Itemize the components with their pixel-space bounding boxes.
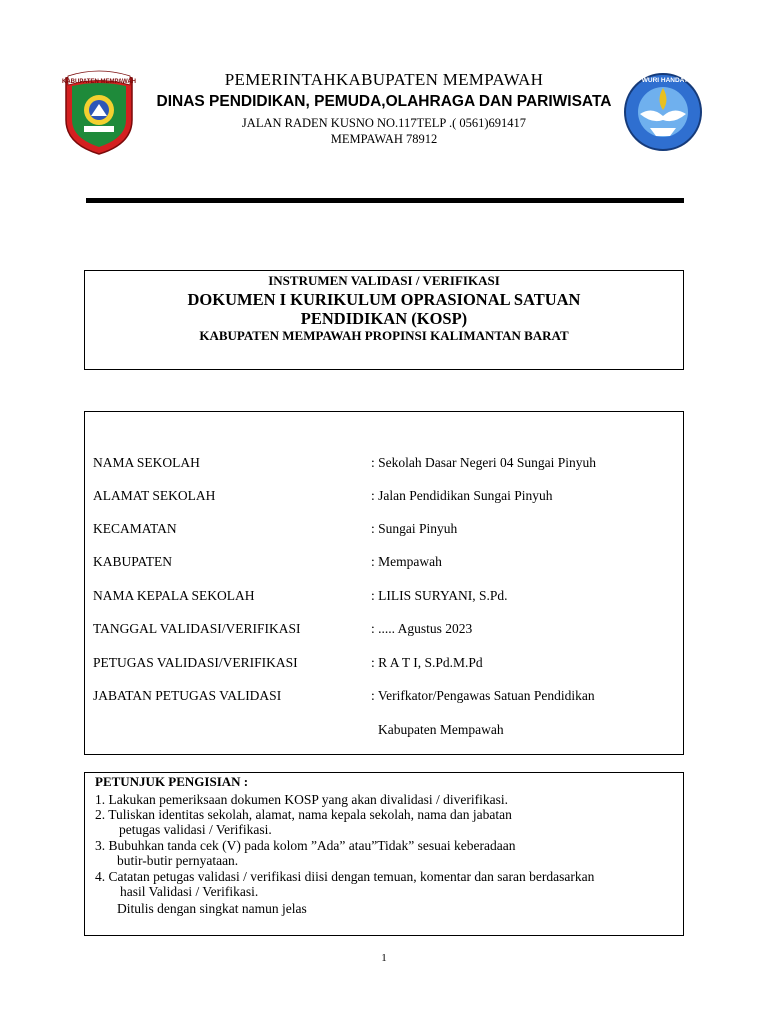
letterhead-divider bbox=[86, 198, 684, 203]
title-document-line2: PENDIDIKAN (KOSP) bbox=[300, 309, 468, 328]
letterhead-government-name: PEMERINTAHKABUPATEN MEMPAWAH bbox=[224, 70, 544, 89]
identity-label: KABUPATEN bbox=[93, 554, 173, 569]
identity-label: PETUGAS VALIDASI/VERIFIKASI bbox=[93, 655, 298, 670]
identity-label: KECAMATAN bbox=[93, 521, 177, 536]
filling-instructions-box bbox=[84, 772, 684, 936]
letterhead-agency-name: DINAS PENDIDIKAN, PEMUDA,OLAHRAGA DAN PARIWISATA bbox=[156, 93, 612, 110]
identity-value: : R A T I, S.Pd.M.Pd bbox=[371, 655, 483, 670]
identity-value: : Sekolah Dasar Negeri 04 Sungai Pinyuh bbox=[371, 455, 596, 470]
identity-label: NAMA KEPALA SEKOLAH bbox=[93, 588, 255, 603]
identity-value: : ..... Agustus 2023 bbox=[371, 621, 473, 636]
identity-label: NAMA SEKOLAH bbox=[93, 455, 200, 470]
identity-value: : LILIS SURYANI, S.Pd. bbox=[371, 588, 508, 603]
identity-value: : Sungai Pinyuh bbox=[371, 521, 458, 536]
instruction-line: 3. Bubuhkan tanda cek (V) pada kolom ”Ada” atau”Tidak” sesuai keberadaan bbox=[95, 838, 516, 853]
instruction-line: 2. Tuliskan identitas sekolah, alamat, nama kepala sekolah, nama dan jabatan bbox=[95, 807, 512, 822]
page-number: 1 bbox=[381, 952, 387, 964]
identity-value-continuation: Kabupaten Mempawah bbox=[378, 722, 504, 737]
identity-label: ALAMAT SEKOLAH bbox=[93, 488, 216, 503]
document-title-box bbox=[84, 270, 684, 370]
instructions-title: PETUNJUK PENGISIAN : bbox=[95, 774, 249, 789]
instruction-line: 4. Catatan petugas validasi / verifikasi diisi dengan temuan, komentar dan saran berdasarkan bbox=[95, 869, 595, 884]
instruction-line: 1. Lakukan pemeriksaan dokumen KOSP yang akan divalidasi / diverifikasi. bbox=[95, 792, 509, 807]
title-document-line1: DOKUMEN I KURIKULUM OPRASIONAL SATUAN bbox=[187, 290, 581, 309]
school-identity-box bbox=[84, 411, 684, 755]
identity-label: JABATAN PETUGAS VALIDASI bbox=[93, 688, 282, 703]
logo-lettering: TUT WURI HANDAYANI bbox=[627, 77, 699, 84]
letterhead-address: JALAN RADEN KUSNO NO.117TELP .( 0561)691417 bbox=[241, 116, 527, 130]
instruction-line: petugas validasi / Verifikasi. bbox=[119, 822, 272, 837]
identity-value: : Mempawah bbox=[371, 554, 442, 569]
title-instrument: INSTRUMEN VALIDASI / VERIFIKASI bbox=[268, 273, 500, 288]
crest-lettering: KABUPATEN MEMPAWAH bbox=[62, 79, 136, 85]
instruction-line: butir-butir pernyataan. bbox=[117, 853, 239, 868]
letterhead-city-postcode: MEMPAWAH 78912 bbox=[330, 132, 438, 146]
instruction-line: hasil Validasi / Verifikasi. bbox=[120, 884, 259, 899]
identity-value: : Verifkator/Pengawas Satuan Pendidikan bbox=[371, 688, 595, 703]
identity-value: : Jalan Pendidikan Sungai Pinyuh bbox=[371, 488, 553, 503]
instruction-line: Ditulis dengan singkat namun jelas bbox=[117, 901, 307, 916]
identity-label: TANGGAL VALIDASI/VERIFIKASI bbox=[93, 621, 301, 636]
title-region: KABUPATEN MEMPAWAH PROPINSI KALIMANTAN BARAT bbox=[199, 328, 569, 343]
